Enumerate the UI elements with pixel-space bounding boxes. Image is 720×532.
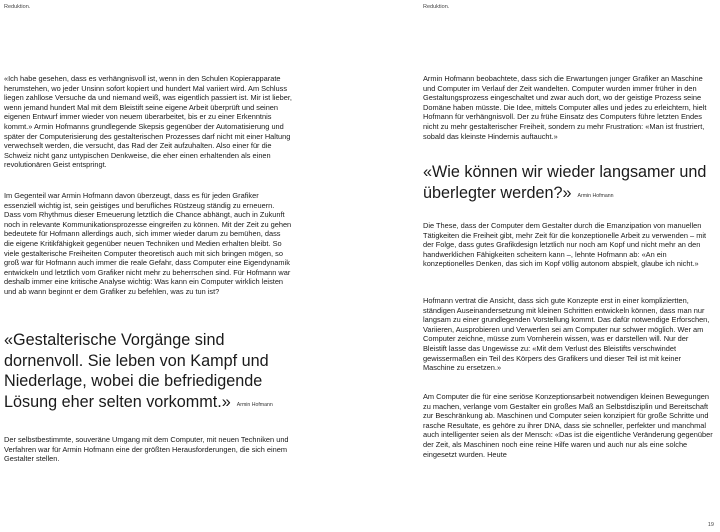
body-paragraph: Armin Hofmann beobachtete, dass sich die Erwartungen junger Grafiker an Maschine und Computer im Verlauf der Zeit wandelten. Computer wurden immer früher in den Gestaltungsprozess eingeschaltet und zwar auch dort, wo der geistige Prozess seine Domäne haben müsste. Die Idee, mittels Computer alles und jedes zu erleichtern, hielt Hofmann für verhängnisvoll. Der zu frühe Einsatz des Computers führe letzten Endes nicht zu mehr gestalterischer Freiheit, sondern zu mehr Frustration: «Man ist frustriert, sobald das kleinste Hindernis auftaucht.» bbox=[423, 74, 707, 141]
pull-quote-text: «Wie können wir wieder langsamer und überlegter werden?» bbox=[423, 163, 707, 202]
body-paragraph: Hofmann vertrat die Ansicht, dass sich gute Konzepte erst in einer kompliziertten, ständigen Auseinandersetzung mit kleinen Schritten entwickeln können, dass man nur langsam zu einer grundlegenden Vorstellung kommt. Das dafür notwendige Erforschen, Variieren, Ausprobieren und Verwerfen sei am Computer nur schwer möglich. Wer am Computer zeichne, müsse zum Vornherein wissen, was er darstellen will. Nur der Bleistift lasse das Ungewisse zu: «Mit dem Verlust des Bleistifts verschwindet gewissermaßen ein Teil des Körpers des Grafikers und dieser Teil ist mit keiner Maschine zu ersetzen.» bbox=[423, 296, 710, 373]
right-page bbox=[423, 0, 713, 532]
quote-attribution: Armin Hofmann bbox=[577, 192, 614, 199]
left-page bbox=[0, 0, 296, 532]
body-paragraph: «Ich habe gesehen, dass es verhängnisvoll ist, wenn in den Schulen Kopierapparate herumstehen, wo jeder Unsinn sofort kopiert und hundert Mal variiert wird. Am Schluss liegen zahllose Versuche da und niemand weiß, was eigentlich passiert ist. Mir ist lieber, wenn jemand hundert Mal mit dem Bleistift seine eigene Arbeit überprüft und seinen eigenen Entwurf immer wieder von neuem überarbeitet, bis er zu einer Erkenntnis kommt.» Armin Hofmanns grundlegende Skepsis gegenüber der Automatisierung und später der Computerisierung des gestalterischen Prozesses darf nicht mit einer Haltung verwechselt werden, die versucht, das Rad der Zeit aufzuhalten. Also einer für die Schweiz nicht ganz untypischen Denkweise, die eher einen erhaltenden als einen revolutionären Geist entspringt. bbox=[4, 74, 292, 170]
pull-quote-text: «Gestalterische Vorgänge sind dornenvoll. Sie leben von Kampf und Niederlage, wobei die befriedigende Lösung eher selten vorkommt.» bbox=[4, 331, 269, 411]
running-header: Reduktion. bbox=[423, 4, 450, 10]
body-paragraph: Die These, dass der Computer dem Gestalter durch die Emanzipation von manuellen Tätigkeiten die Freiheit gibt, mehr Zeit für die konzeptionelle Arbeit zu verwenden – mit der Folge, dass gutes Grafikdesign letztlich nur noch am Kopf und nicht mehr an den handwerklichen Fähigkeiten scheitern kann –, lehnte Hofmann ab: «An ein konzeptionelles Denken, das sich im Kopf völlig autonom abspielt, glaube ich nicht.» bbox=[423, 221, 707, 269]
body-paragraph: Der selbstbestimmte, souveräne Umgang mit dem Computer, mit neuen Techniken und Verfahren war für Armin Hofmann eine der größten Herausforderungen, die sich einem Gestalter stellen. bbox=[4, 435, 289, 464]
pull-quote bbox=[4, 330, 296, 415]
body-paragraph: Im Gegenteil war Armin Hofmann davon überzeugt, dass es für jeden Grafiker essenziell wichtig ist, sein geistiges und berufliches Rüstzeug ständig zu erneuern. Dass vom Rhythmus dieser Erneuerung letztlich die Chance abhängt, auch in Zukunft noch in relevante Kommunikationsprozesse eingreifen zu können. Mit der Zeit zu gehen bedeutete für Hofmann allerdings auch, sich immer wieder darum zu bemühen, dass die eigene Kritikfähigkeit gegenüber neuen Techniken und Medien erhalten bleibt. So viele gestalterische Freiheiten Computer theoretisch auch mit sich bringen mögen, so groß war für Hofmann auch immer die reale Gefahr, dass Computer eine Eigendynamik entwickeln und letztlich vom Grafiker nicht mehr zu beherrschen sind. Für Hofmann war deshalb immer eine kritische Analyse wichtig: Was kann ein Computer wirklich leisten und ab wann beginnt er dem Grafiker zu befehlen, was zu tun ist? bbox=[4, 191, 292, 296]
quote-attribution: Armin Hofmann bbox=[236, 401, 273, 408]
body-paragraph: Am Computer die für eine seriöse Konzeptionsarbeit notwendigen kleinen Bewegungen zu machen, verlange vom Gestalter ein großes Maß an Selbstdisziplin und Bereitschaft zur Beschränkung ab. Maschinen und Computer seien konzipiert für große Schritte und rasche Resultate, es gehöre zu ihrer DNA, dass sie schneller, perfekter und manchmal auch intelligenter seien als der Mensch: «Das ist die eigentliche Veränderung gegenüber der Zeit, als Maschinen noch eine reine Hilfe waren und auch nur als eine solche eingesetzt wurden. Heute bbox=[423, 392, 713, 459]
page-number: 19 bbox=[707, 522, 714, 528]
pull-quote bbox=[423, 162, 720, 206]
running-header: Reduktion. bbox=[4, 4, 31, 10]
